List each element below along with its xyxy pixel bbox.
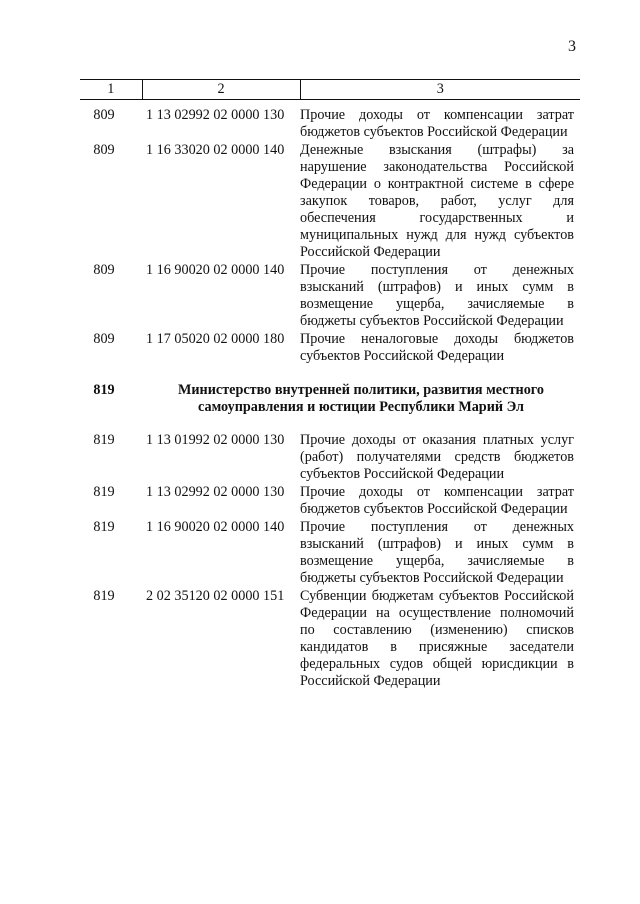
table-row	[80, 519, 580, 588]
column-header-1: 1	[80, 80, 142, 100]
table-row	[80, 588, 580, 691]
admin-code-cell: 809	[93, 331, 115, 347]
budget-code-cell: 1 16 90020 02 0000 140	[146, 519, 285, 535]
admin-code-cell: 809	[93, 262, 115, 278]
budget-code-cell: 1 13 02992 02 0000 130	[146, 484, 285, 500]
table-row	[80, 432, 580, 484]
column-header-2: 2	[142, 80, 300, 100]
table-header	[80, 80, 580, 100]
income-description-cell: Прочие доходы от оказания платных услуг (работ) получателями средств бюджетов субъектов Российской Федерации	[300, 432, 574, 482]
table-row	[80, 262, 580, 331]
budget-code-cell: 2 02 35120 02 0000 151	[146, 588, 285, 604]
ministry-admin-code: 819	[93, 382, 115, 398]
income-description-cell: Денежные взыскания (штрафы) за нарушение законодательства Российской Федерации о контрактной системе в сфере закупок товаров, работ, услуг для обеспечения государственных и муниципальных нужд для нужд субъектов Российской Федерации	[300, 142, 574, 260]
table-row	[80, 142, 580, 262]
budget-code-cell: 1 16 90020 02 0000 140	[146, 262, 285, 278]
income-description-cell: Субвенции бюджетам субъектов Российской Федерации на осуществление полномочий по составлению (изменению) списков кандидатов в присяжные заседатели федеральных судов общей юрисдикции в Российской Федерации	[300, 588, 574, 689]
table-row	[80, 331, 580, 366]
income-description-cell: Прочие неналоговые доходы бюджетов субъектов Российской Федерации	[300, 331, 574, 364]
admin-code-cell: 819	[93, 484, 115, 500]
page-number: 3	[568, 38, 576, 55]
admin-code-cell: 809	[93, 107, 115, 123]
income-description-cell: Прочие поступления от денежных взысканий (штрафов) и иных сумм в возмещение ущерба, зачисляемые в бюджеты субъектов Российской Федерации	[300, 262, 574, 329]
budget-code-cell: 1 17 05020 02 0000 180	[146, 331, 285, 347]
ministry-heading-row	[80, 366, 580, 432]
income-description-cell: Прочие поступления от денежных взысканий (штрафов) и иных сумм в возмещение ущерба, зачисляемые в бюджеты субъектов Российской Федерации	[300, 519, 574, 586]
budget-code-cell: 1 13 02992 02 0000 130	[146, 107, 285, 123]
admin-code-cell: 819	[93, 519, 115, 535]
admin-code-cell: 809	[93, 142, 115, 158]
table-row	[80, 484, 580, 519]
revenue-codes-table	[80, 79, 580, 691]
budget-code-cell: 1 16 33020 02 0000 140	[146, 142, 285, 158]
income-description-cell: Прочие доходы от компенсации затрат бюджетов субъектов Российской Федерации	[300, 107, 574, 140]
admin-code-cell: 819	[93, 432, 115, 448]
column-header-3: 3	[300, 80, 580, 100]
budget-code-cell: 1 13 01992 02 0000 130	[146, 432, 285, 448]
table-row	[80, 107, 580, 142]
admin-code-cell: 819	[93, 588, 115, 604]
ministry-title: Министерство внутренней политики, развития местного самоуправления и юстиции Республики Марий Эл	[177, 382, 544, 415]
income-description-cell: Прочие доходы от компенсации затрат бюджетов субъектов Российской Федерации	[300, 484, 574, 517]
